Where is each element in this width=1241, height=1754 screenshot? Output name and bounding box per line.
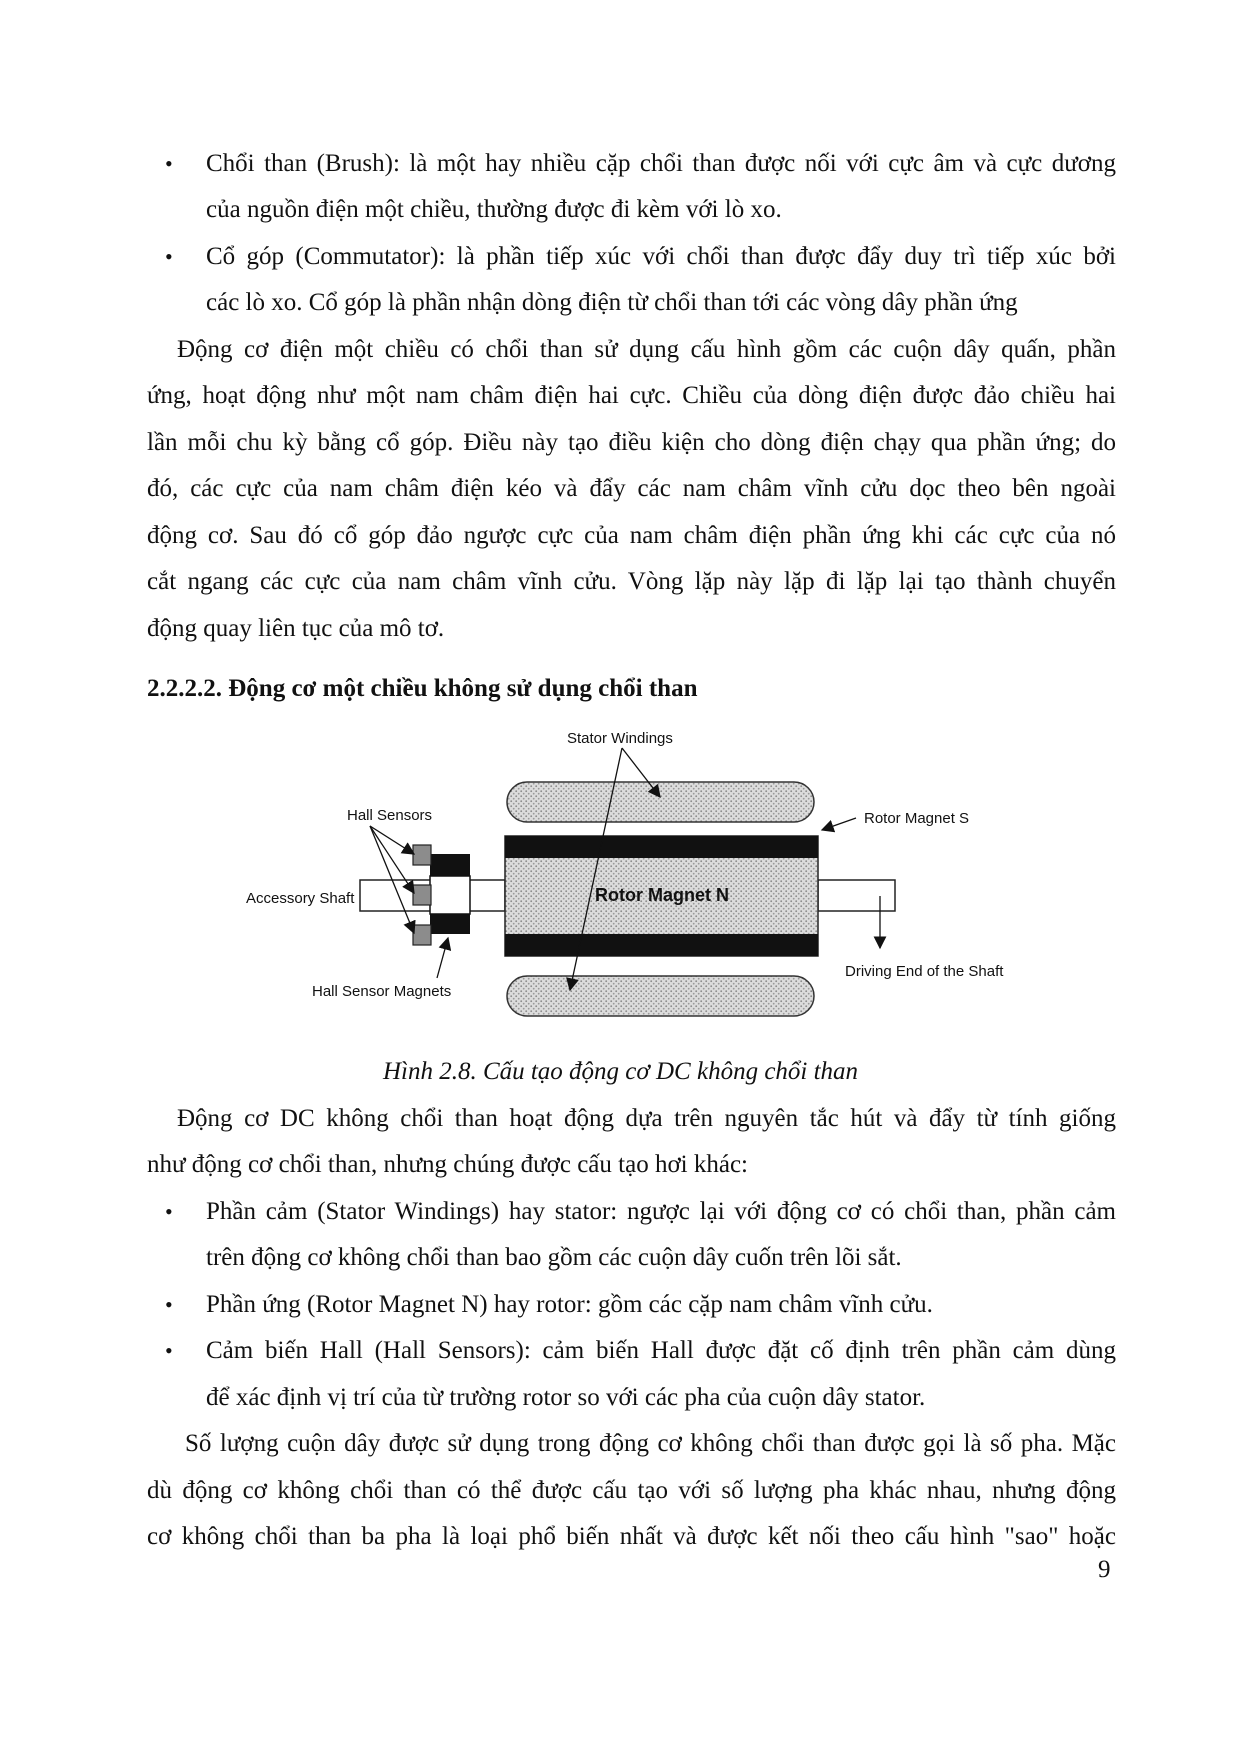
arrow-rotor-magnet-s bbox=[822, 818, 856, 830]
driving-shaft bbox=[818, 880, 895, 911]
arrow-hall-sensor-magnets bbox=[437, 938, 448, 978]
label-rotor-magnet-s: Rotor Magnet S bbox=[864, 810, 970, 827]
paragraph3-line: dù động cơ không chổi than có thể được cấu tạo với số lượng pha khác nhau, nhưng động bbox=[147, 1477, 1116, 1504]
rotor-magnet-s-band-top bbox=[505, 836, 818, 858]
bullet-stator-line1: Phần cảm (Stator Windings) hay stator: ngược lại với động cơ có chổi than, phần cảm bbox=[206, 1198, 1116, 1225]
bullet-marker: • bbox=[165, 1292, 173, 1317]
rotor-magnet-s-band-bottom bbox=[505, 934, 818, 956]
paragraph1-line: cắt ngang các cực của nam châm vĩnh cửu. Vòng lặp này lặp đi lặp lại tạo thành chuyển bbox=[147, 568, 1116, 595]
bullet-hall-line1: Cảm biến Hall (Hall Sensors): cảm biến Hall được đặt cố định trên phần cảm dùng bbox=[206, 1337, 1116, 1364]
stator-winding-bottom bbox=[507, 976, 814, 1016]
bullet-hall-line2: để xác định vị trí của từ trường rotor so với các pha của cuộn dây stator. bbox=[206, 1384, 926, 1411]
label-stator-windings: Stator Windings bbox=[567, 730, 673, 747]
arrow-hall-sensor-1 bbox=[370, 826, 414, 854]
hall-sensor bbox=[413, 845, 431, 865]
paragraph1-line: lần mỗi chu kỳ bằng cổ góp. Điều này tạo điều kiện cho dòng điện chạy qua phần ứng; do bbox=[147, 429, 1116, 456]
label-hall-sensor-magnets: Hall Sensor Magnets bbox=[312, 983, 452, 1000]
bullet-commutator-line2: các lò xo. Cổ góp là phần nhận dòng điện từ chổi than tới các vòng dây phần ứng bbox=[206, 289, 1018, 316]
bullet-marker: • bbox=[165, 1338, 173, 1363]
bullet-rotor-line1: Phần ứng (Rotor Magnet N) hay rotor: gồm các cặp nam châm vĩnh cửu. bbox=[206, 1291, 933, 1318]
bullet-commutator-line1: Cổ góp (Commutator): là phần tiếp xúc với chổi than được đẩy duy trì tiếp xúc bởi bbox=[206, 243, 1116, 270]
hall-sensor-magnet-mid bbox=[430, 876, 470, 914]
hall-sensor bbox=[413, 885, 431, 905]
paragraph1-line: Động cơ điện một chiều có chổi than sử dụng cấu hình gồm các cuộn dây quấn, phần bbox=[177, 336, 1116, 363]
paragraph1-line: đó, các cực của nam châm điện kéo và đẩy các nam châm vĩnh cửu dọc theo bên ngoài bbox=[147, 475, 1116, 502]
hall-sensor bbox=[413, 925, 431, 945]
section-heading: 2.2.2.2. Động cơ một chiều không sử dụng chổi than bbox=[147, 675, 698, 702]
paragraph3-line: cơ không chổi than ba pha là loại phổ biến nhất và được kết nối theo cấu hình "sao" hoặc bbox=[147, 1523, 1116, 1550]
bullet-stator-line2: trên động cơ không chổi than bao gồm các cuộn dây cuốn trên lõi sắt. bbox=[206, 1244, 902, 1271]
page-number: 9 bbox=[1098, 1556, 1111, 1583]
label-hall-sensors: Hall Sensors bbox=[347, 807, 433, 824]
figure-caption: Hình 2.8. Cấu tạo động cơ DC không chổi than bbox=[382, 1058, 859, 1085]
bullet-marker: • bbox=[165, 244, 173, 269]
label-accessory-shaft: Accessory Shaft bbox=[246, 890, 355, 907]
paragraph1-line: ứng, hoạt động như một nam châm điện hai cực. Chiều của dòng điện được đảo chiều hai bbox=[147, 382, 1116, 409]
label-driving-end: Driving End of the Shaft bbox=[845, 963, 1004, 980]
bullet-marker: • bbox=[165, 151, 173, 176]
label-rotor-magnet-n: Rotor Magnet N bbox=[595, 885, 729, 905]
paragraph1-line: động quay liên tục của mô tơ. bbox=[147, 615, 445, 642]
paragraph1-line: động cơ. Sau đó cổ góp đảo ngược cực của nam châm điện phần ứng khi các cực của nó bbox=[147, 522, 1116, 549]
hall-sensor-magnet-top bbox=[430, 854, 470, 876]
bullet-brush-line1: Chổi than (Brush): là một hay nhiều cặp chổi than được nối với cực âm và cực dương bbox=[206, 150, 1116, 177]
bullet-marker: • bbox=[165, 1199, 173, 1224]
paragraph2-line: như động cơ chổi than, nhưng chúng được cấu tạo hơi khác: bbox=[147, 1151, 749, 1178]
bullet-brush-line2: của nguồn điện một chiều, thường được đi kèm với lò xo. bbox=[206, 196, 782, 223]
paragraph3-line: Số lượng cuộn dây được sử dụng trong động cơ không chổi than được gọi là số pha. Mặc bbox=[185, 1430, 1116, 1457]
hall-sensor-magnet-bottom bbox=[430, 914, 470, 934]
paragraph2-line: Động cơ DC không chổi than hoạt động dựa trên nguyên tắc hút và đẩy từ tính giống bbox=[177, 1105, 1116, 1132]
stator-winding-top bbox=[507, 782, 814, 822]
